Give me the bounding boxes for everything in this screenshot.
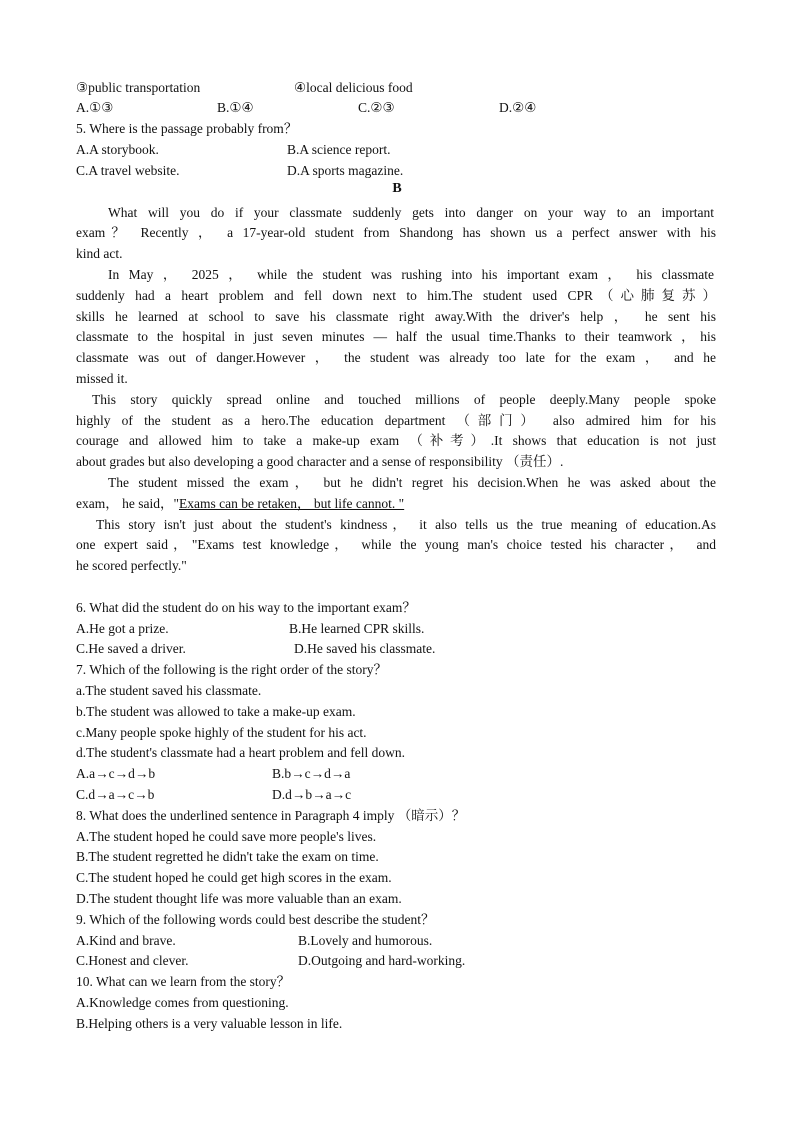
passage-line: suddenly had a heart problem and fell down next to him.The student used CPR（心肺复苏）	[76, 288, 716, 303]
passage-line: The student missed the exam， but he didn't regret his decision.When he was asked about the	[108, 475, 716, 490]
q5-option-d: D.A sports magazine.	[287, 163, 404, 178]
q4-items-row	[76, 78, 413, 98]
q9-stem: 9. Which of the following words could best describe the student？	[76, 912, 435, 927]
passage-line: kind act.	[76, 246, 123, 261]
q7-event: c.Many people spoke highly of the student for his act.	[76, 725, 367, 740]
q7-stem: 7. Which of the following is the right order of the story？	[76, 662, 387, 677]
passage-line: skills he learned at school to save his classmate right away.With the driver's help ， he sent his	[76, 309, 716, 324]
passage-line: one expert said，"Exams test knowledge， while the young man's choice tested his character， and	[76, 537, 716, 552]
q7-option-d: D.d→b→a→c	[272, 787, 352, 802]
q9-option-c: C.Honest and clever.	[76, 953, 189, 968]
q4-option-b: B.①④	[217, 100, 254, 115]
passage-line: missed it.	[76, 371, 128, 386]
passage-line: What will you do if your classmate suddenly gets into danger on your way to an important	[108, 205, 714, 220]
passage-line: classmate was out of danger.However ， the student was already too late for the exam ， and he	[76, 350, 716, 365]
q6-option-c: C.He saved a driver.	[76, 641, 186, 656]
q7-event: d.The student's classmate had a heart problem and fell down.	[76, 745, 405, 760]
passage-line: This story quickly spread online and touched millions of people deeply.Many people spoke	[92, 392, 716, 407]
q9-option-a: A.Kind and brave.	[76, 933, 176, 948]
q8-option-b: B.The student regretted he didn't take the exam on time.	[76, 849, 379, 864]
q4-options-row	[76, 98, 537, 118]
q6-options-row-1	[76, 619, 425, 639]
q8-option-d: D.The student thought life was more valuable than an exam.	[76, 891, 402, 906]
section-title: B	[392, 181, 402, 196]
q5-option-a: A.A storybook.	[76, 142, 159, 157]
passage-line-lead: exam， he said，"	[76, 496, 179, 511]
q9-options-row-1	[76, 931, 433, 951]
q4-option-a: A.①③	[76, 100, 114, 115]
q7-event: a.The student saved his classmate.	[76, 683, 262, 698]
q4-item-4: ④local delicious food	[294, 80, 413, 95]
q6-option-d: D.He saved his classmate.	[294, 641, 436, 656]
q7-option-a: A.a→c→d→b	[76, 766, 156, 781]
q7-option-b: B.b→c→d→a	[272, 766, 351, 781]
passage-line: exam？ Recently ， a 17-year-old student from Shandong has shown us a perfect answer with his	[76, 225, 716, 240]
q5-stem: 5. Where is the passage probably from？	[76, 121, 298, 136]
q6-option-a: A.He got a prize.	[76, 621, 169, 636]
q9-option-b: B.Lovely and humorous.	[298, 933, 433, 948]
q5-options-row-1	[76, 140, 391, 160]
q8-option-a: A.The student hoped he could save more people's lives.	[76, 829, 377, 844]
q4-item-3: ③public transportation	[76, 80, 201, 95]
q4-option-d: D.②④	[499, 100, 537, 115]
q5-option-c: C.A travel website.	[76, 163, 180, 178]
q8-option-c: C.The student hoped he could get high scores in the exam.	[76, 870, 392, 885]
passage-line: he scored perfectly."	[76, 558, 187, 573]
q9-option-d: D.Outgoing and hard-working.	[298, 953, 466, 968]
q6-options-row-2	[76, 639, 436, 659]
underlined-sentence: Exams can be retaken， but life cannot. "	[178, 496, 405, 511]
q8-stem: 8. What does the underlined sentence in Paragraph 4 imply （暗示）？	[76, 808, 466, 823]
q10-option-a: A.Knowledge comes from questioning.	[76, 995, 289, 1010]
q9-options-row-2	[76, 951, 466, 971]
passage-line: highly of the student as a hero.The education department （部门） also admired him for his	[76, 413, 716, 428]
passage-line: In May ， 2025 ， while the student was rushing into his important exam ， his classmate	[108, 267, 714, 282]
passage-line: courage and allowed him to take a make-up exam （补考）.It shows that education is not just	[76, 433, 716, 448]
q4-option-c: C.②③	[358, 100, 395, 115]
passage-line	[76, 494, 404, 514]
q5-options-row-2	[76, 161, 404, 181]
q5-option-b: B.A science report.	[287, 142, 391, 157]
passage-line: about grades but also developing a good character and a sense of responsibility （责任）.	[76, 454, 564, 469]
q10-stem: 10. What can we learn from the story？	[76, 974, 291, 989]
passage-line: This story isn't just about the student's kindness， it also tells us the true meaning of education.As	[96, 517, 716, 532]
q7-options-row-2	[76, 785, 352, 805]
passage-line: classmate to the hospital in just seven minutes — half the usual time.Thanks to their teamwork ，his	[76, 329, 716, 344]
q10-option-b: B.Helping others is a very valuable lesson in life.	[76, 1016, 343, 1031]
q6-stem: 6. What did the student do on his way to the important exam？	[76, 600, 416, 615]
q7-options-row-1	[76, 764, 351, 784]
q7-event: b.The student was allowed to take a make-up exam.	[76, 704, 356, 719]
q6-option-b: B.He learned CPR skills.	[289, 621, 425, 636]
q7-option-c: C.d→a→c→b	[76, 787, 155, 802]
